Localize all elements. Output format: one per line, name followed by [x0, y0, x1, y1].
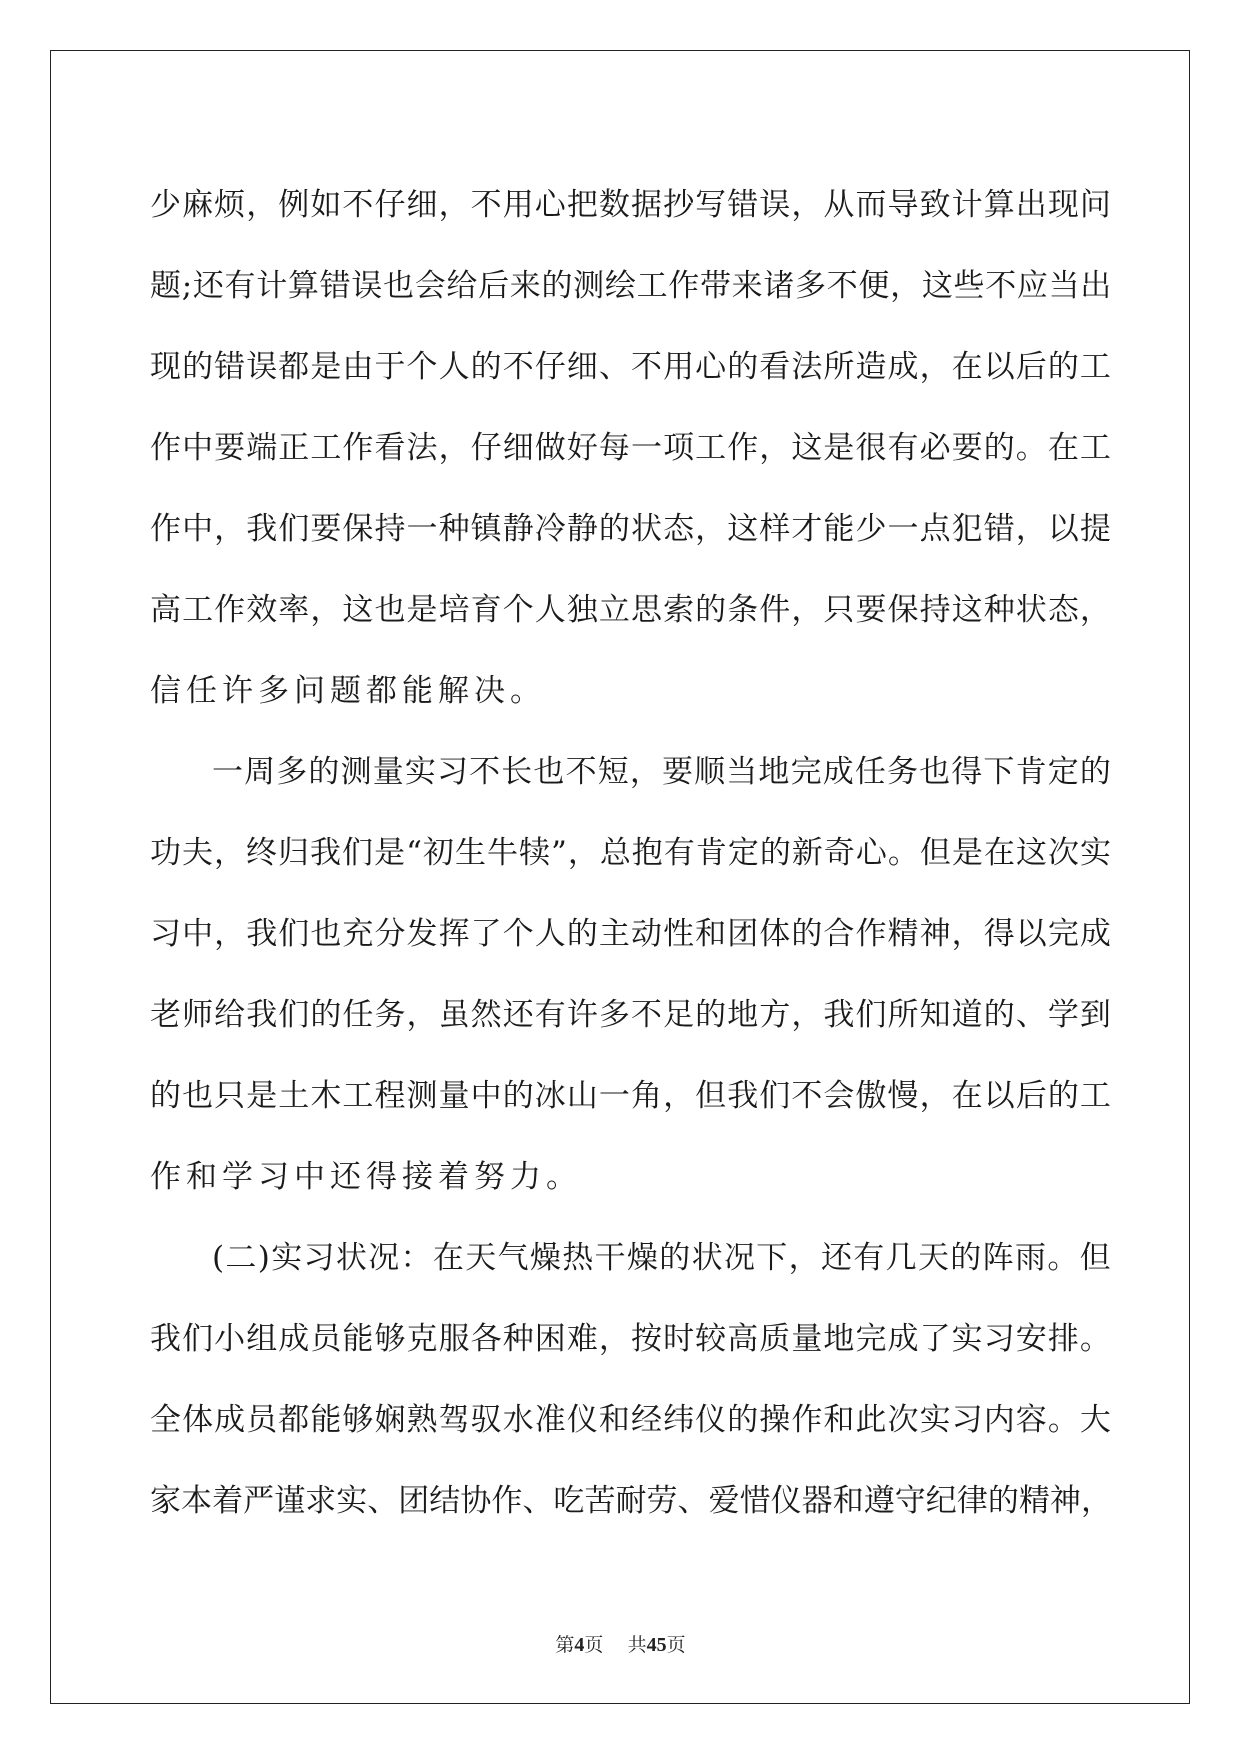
text-line: 功夫，终归我们是“初生牛犊”，总抱有肯定的新奇心。但是在这次实 — [150, 835, 1112, 871]
text-line: 信任许多问题都能解决。 — [150, 673, 546, 709]
footer-total-prefix: 共 — [627, 1634, 647, 1656]
footer-total-suffix: 页 — [666, 1634, 686, 1656]
text-line: 作中要端正工作看法，仔细做好每一项工作，这是很有必要的。在工 — [150, 430, 1112, 466]
paragraph-3 — [150, 1218, 1112, 1542]
text-line: 作中，我们要保持一种镇静冷静的状态，这样才能少一点犯错，以提 — [150, 511, 1112, 547]
text-line: 一周多的测量实习不长也不短，要顺当地完成任务也得下肯定的 — [212, 754, 1112, 790]
text-line: 习中，我们也充分发挥了个人的主动性和团体的合作精神，得以完成 — [150, 916, 1112, 952]
footer-page-suffix: 页 — [584, 1634, 604, 1656]
text-line: 题;还有计算错误也会给后来的测绘工作带来诸多不便，这些不应当出 — [150, 268, 1112, 304]
text-line: 老师给我们的任务，虽然还有许多不足的地方，我们所知道的、学到 — [150, 997, 1112, 1033]
paragraph-2 — [150, 732, 1112, 1218]
page-footer — [0, 1630, 1241, 1657]
text-line: 全体成员都能够娴熟驾驭水准仪和经纬仪的操作和此次实习内容。大 — [150, 1402, 1112, 1438]
text-line: 少麻烦，例如不仔细，不用心把数据抄写错误，从而导致计算出现问 — [150, 187, 1112, 223]
text-line: 家本着严谨求实、团结协作、吃苦耐劳、爱惜仪器和遵守纪律的精神， — [150, 1483, 1112, 1519]
total-pages: 45 — [646, 1634, 667, 1656]
text-line: 作和学习中还得接着努力。 — [150, 1159, 582, 1195]
text-line: (二)实习状况：在天气燥热干燥的状况下，还有几天的阵雨。但 — [212, 1240, 1112, 1276]
footer-prefix: 第 — [555, 1634, 575, 1656]
document-body — [150, 165, 1112, 1542]
text-line: 高工作效率，这也是培育个人独立思索的条件，只要保持这种状态， — [150, 592, 1112, 628]
text-line: 我们小组成员能够克服各种困难，按时较高质量地完成了实习安排。 — [150, 1321, 1112, 1357]
text-line: 现的错误都是由于个人的不仔细、不用心的看法所造成，在以后的工 — [150, 349, 1112, 385]
paragraph-1 — [150, 165, 1112, 732]
page-number: 4 — [574, 1634, 585, 1656]
text-line: 的也只是土木工程测量中的冰山一角，但我们不会傲慢，在以后的工 — [150, 1078, 1112, 1114]
